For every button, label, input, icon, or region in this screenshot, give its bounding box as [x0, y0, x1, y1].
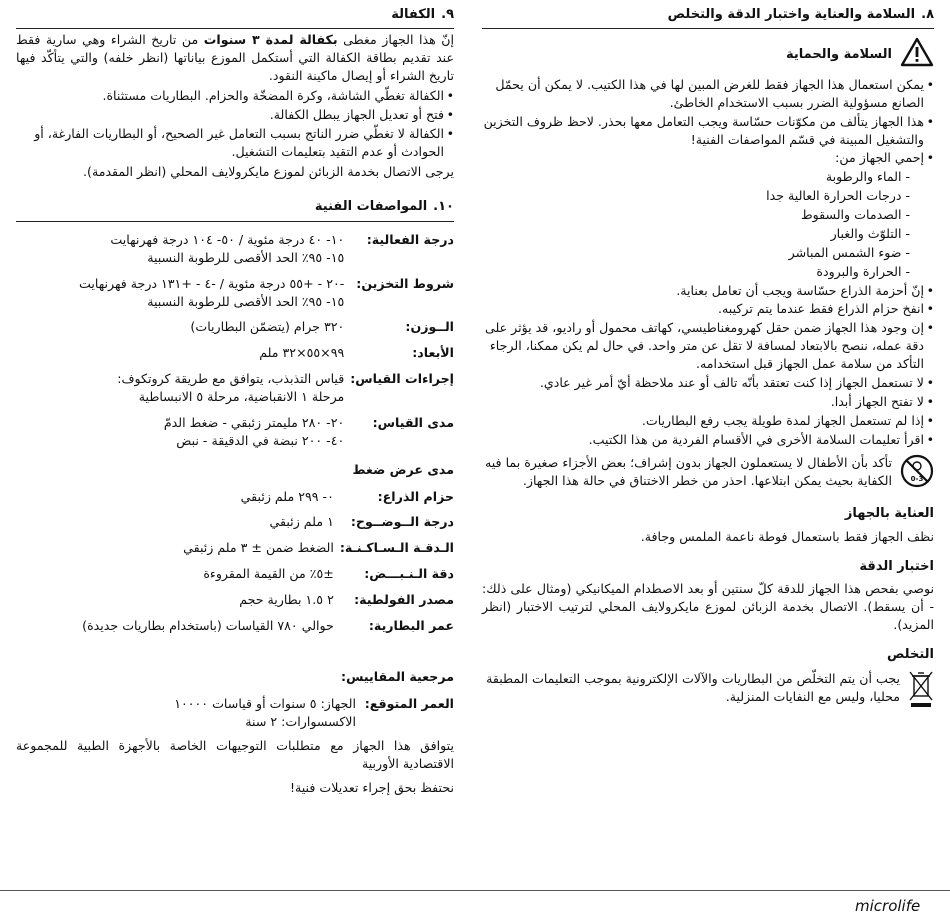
table-row: [16, 228, 454, 272]
disposal-heading: التخلص: [886, 646, 934, 662]
section-8-number: ٨.: [921, 7, 934, 22]
spec-key: إجراءات القياس:: [350, 371, 454, 387]
section-safety-care: [482, 0, 934, 719]
safety-heading: [482, 37, 934, 73]
list-item: • لا تفتح الجهاز أبدا.: [482, 393, 934, 411]
table-row: [16, 588, 454, 614]
spec-value: -٢٠ - +٥٥ درجة مئوية / -٤ - +١٣١ درجة فهرنهايت: [79, 275, 345, 291]
spec-value: ٠- ٢٩٩ ملم زئبقي: [240, 488, 334, 504]
footer-divider: [0, 890, 950, 891]
protect-item: - التلوّث والغبار: [830, 225, 910, 241]
child-warning: [482, 454, 934, 493]
table-row: [16, 272, 454, 316]
spec-key: دقة الـنـبـــض:: [364, 566, 454, 582]
child-age-label: 0-3: [910, 475, 924, 484]
child-warning-text: تأكد بأن الأطفال لا يستعملون الجهاز بدون إشراف؛ بعض الأجزاء صغيرة بما فيه الكفاية بحيث يمكن ابتلاعها. احذر من خطر الاختناق في حالة هذا الجهاز.: [485, 455, 892, 489]
table-row: [16, 692, 454, 736]
list-item: • اقرأ تعليمات السلامة الأخرى في الأقسام الفردية من هذا الكتيب.: [482, 431, 934, 449]
protect-item: - الماء والرطوبة: [825, 169, 910, 185]
spec-key: شروط التخزين:: [356, 275, 454, 291]
spec-value: الجهاز: ٥ سنوات أو قياسات ١٠٠٠٠: [174, 695, 356, 711]
compliance-text: يتوافق هذا الجهاز مع متطلبات التوجيهات الخاصة بالأجهزة الطبية للمجموعة الاقتصادية الأوربية: [16, 738, 454, 772]
warranty-contact: يرجى الاتصال بخدمة الزبائن لموزع مايكرولايف المحلي (انظر المقدمة).: [83, 163, 454, 179]
warranty-period: بكفالة لمدة ٣ سنوات: [203, 32, 338, 48]
brand-logo: microlife: [855, 897, 921, 915]
spec-value: الاكسسوارات: ٢ سنة: [245, 713, 356, 729]
not-for-children-icon: [900, 454, 934, 493]
spec-value: ±٥٪ من القيمة المقروءة: [203, 566, 334, 582]
crossed-bin-icon: [908, 670, 934, 713]
spec-key: مدى القياس:: [372, 414, 454, 430]
spec-value: ٢٠- ٢٨٠ مليمتر زئبقي - ضغط الدمّ: [163, 414, 345, 430]
spec-value: ٣٢٠ جرام (يتضمّن البطاريات): [190, 319, 345, 335]
spec-key: عمر البطارية:: [368, 617, 454, 633]
list-item: • يمكن استعمال هذا الجهاز فقط للغرض المبين لها في هذا الكتيب. لا يمكن أن يحمّل الصانع مسؤولية الضرر بسبب الاستخدام الخاطئ.: [482, 76, 934, 112]
section-9-title: الكفالة: [391, 7, 436, 22]
table-row: [16, 510, 454, 536]
section-9-heading: [16, 6, 454, 29]
care-heading: العناية بالجهاز: [844, 506, 934, 522]
warranty-intro-b: من تاريخ الشراء وهي سارية فقط عند تقديم بطاقة الكفالة التي أستكمل الموزع بياناتها (انظر خلفه) والتي يتأكّد فيها تاريخ الشراء أو إيصال ماكينة النقود.: [16, 32, 454, 84]
table-row: [16, 341, 454, 367]
list-item: • إذا لم تستعمل الجهاز لمدة طويلة يجب رفع البطاريات.: [482, 412, 934, 430]
safety-list: [482, 76, 934, 449]
spec-value: حوالي ٧٨٠ القياسات (باستخدام بطاريات جديدة): [82, 617, 334, 633]
spec-value: ١٠- ٤٠ درجة مئوية / ٥٠- ١٠٤ درجة فهرنهايت: [110, 231, 345, 247]
warranty-intro: [16, 31, 454, 85]
section-8-title: السلامة والعناية واختبار الدقة والتخلص: [667, 7, 916, 22]
list-item: • إنّ أحزمة الذراع حسّاسة ويجب أن تعامل بعناية.: [482, 282, 934, 300]
spec-value: ٩٩×٥٥×٣٢ ملم: [259, 345, 345, 361]
list-item: • الكفالة لا تغطّي ضرر الناتج بسبب التعامل غير الصحيح، أو البطاريات الفارغة، أو الحوادث أو عدم التقيد بتعليمات التشغيل.: [16, 125, 454, 161]
rights-text: نحتفظ بحق إجراء تعديلات فنية!: [289, 780, 454, 796]
accuracy-heading: اختبار الدقة: [859, 558, 934, 574]
spec-value: الضغط ضمن ± ٣ ملم زئبقي: [183, 540, 334, 556]
protect-item: - الصدمات والسقوط: [800, 207, 910, 223]
warranty-intro-a: إنّ هذا الجهاز مغطى: [337, 32, 454, 48]
section-9-number: ٩.: [441, 7, 454, 22]
protect-item: - ضوء الشمس المباشر: [788, 244, 910, 260]
spec-key: مصدر الفولطية:: [354, 592, 454, 608]
spec-key: الــوزن:: [405, 319, 454, 335]
pressure-range-heading: مدى عرض ضغط: [352, 461, 454, 477]
table-row: [16, 614, 454, 640]
spec-key: العمر المتوقع:: [364, 695, 454, 711]
spec-value: قياس التذبذب، يتوافق مع طريقة كروتكوف:: [117, 371, 345, 387]
specs-table-b: [16, 485, 454, 640]
protect-item: - درجات الحرارة العالية جدا: [766, 188, 910, 204]
table-row: [16, 411, 454, 455]
spec-value: ١ ملم زئبقي: [269, 514, 334, 530]
spec-value: ١٥- ٩٥٪ الحد الأقصى للرطوبة النسبية: [147, 249, 345, 265]
table-row: [16, 485, 454, 511]
list-item: • الكفالة تغطّي الشاشة، وكرة المضخّة والحزام. البطاريات مستثناة.: [16, 87, 454, 105]
section-10-heading: [16, 198, 454, 221]
disposal-row: [482, 670, 934, 713]
disposal-text: يجب أن يتم التخلّص من البطاريات والآلات الإلكترونية بموجب التعليمات المطبقة محليا، وليس مع النفايات المنزلية.: [486, 671, 900, 705]
spec-value: ١٥- ٩٥٪ الحد الأقصى للرطوبة النسبية: [147, 293, 345, 309]
spec-key: الـدقـة الـسـاكـنـة:: [339, 540, 454, 556]
spec-key: درجة الــوضــوح:: [350, 514, 454, 530]
section-10-number: ١٠.: [433, 199, 454, 215]
care-text: نظف الجهاز فقط باستعمال فوطة ناعمة الملمس وجافة.: [640, 528, 934, 544]
table-row: [16, 562, 454, 588]
list-item: • هذا الجهاز يتألف من مكوّنات حسّاسة ويجب التعامل معها بحذر. لاحظ ظروف التخزين والتشغيل المبينة في قسّم المواصفات الفنية!: [482, 113, 934, 149]
warning-triangle-icon: [900, 37, 934, 73]
spec-key: الأبعاد:: [412, 345, 454, 361]
protect-item: - الحرارة والبرودة: [816, 263, 910, 279]
list-item: • إن وجود هذا الجهاز ضمن حقل كهرومغناطيسي، كهاتف محمول أو راديو، قد يؤثر على دقة عمله، ننصح بالابتعاد لمسافة لا تقل عن متر واحد. في حال لم يكن ممكنا، الرجاء التأكد من سلامة عمل الجهاز قبل استخدامه.: [482, 319, 934, 373]
warranty-list: [16, 87, 454, 161]
section-warranty-specs: [16, 0, 454, 799]
specs-table-a: [16, 228, 454, 455]
table-row: [16, 315, 454, 341]
spec-value: ٤٠- ٢٠٠ نبضة في الدقيقة - نبض: [176, 432, 345, 448]
reference-heading: مرجعية المقاييس:: [341, 668, 454, 684]
list-item: • إحمي الجهاز من:: [482, 149, 934, 167]
list-item: • لا تستعمل الجهاز إذا كنت تعتقد بأنّه تالف أو عند ملاحظة أيّ أمر غير عادي.: [482, 374, 934, 392]
safety-title: السلامة والحماية: [785, 47, 892, 63]
spec-key: درجة الفعالية:: [366, 231, 454, 247]
table-row: [16, 536, 454, 562]
accuracy-text: نوصي بفحص هذا الجهاز للدقة كلّ سنتين أو بعد الاصطدام الميكانيكي (ومثال على ذلك: - أن يسقط). الاتصال بخدمة الزبائن لموزع مايكرولايف المحلي لترتيب الاختبار (انظر المزيد).: [482, 581, 934, 632]
specs-table-c: [16, 692, 454, 736]
list-item: • انفخ حزام الذراع فقط عندما يتم تركيبه.: [482, 300, 934, 318]
spec-value: مرحلة ١ الانقباضية، مرحلة ٥ الانبساطية: [138, 389, 345, 405]
section-8-heading: [482, 6, 934, 29]
list-item: • فتح أو تعديل الجهاز يبطل الكفالة.: [16, 106, 454, 124]
section-10-title: المواصفات الفنية: [314, 199, 428, 215]
spec-key: حزام الذراع:: [377, 488, 454, 504]
table-row: [16, 367, 454, 411]
spec-value: ٢ ١.٥ بطارية حجم: [239, 592, 334, 608]
